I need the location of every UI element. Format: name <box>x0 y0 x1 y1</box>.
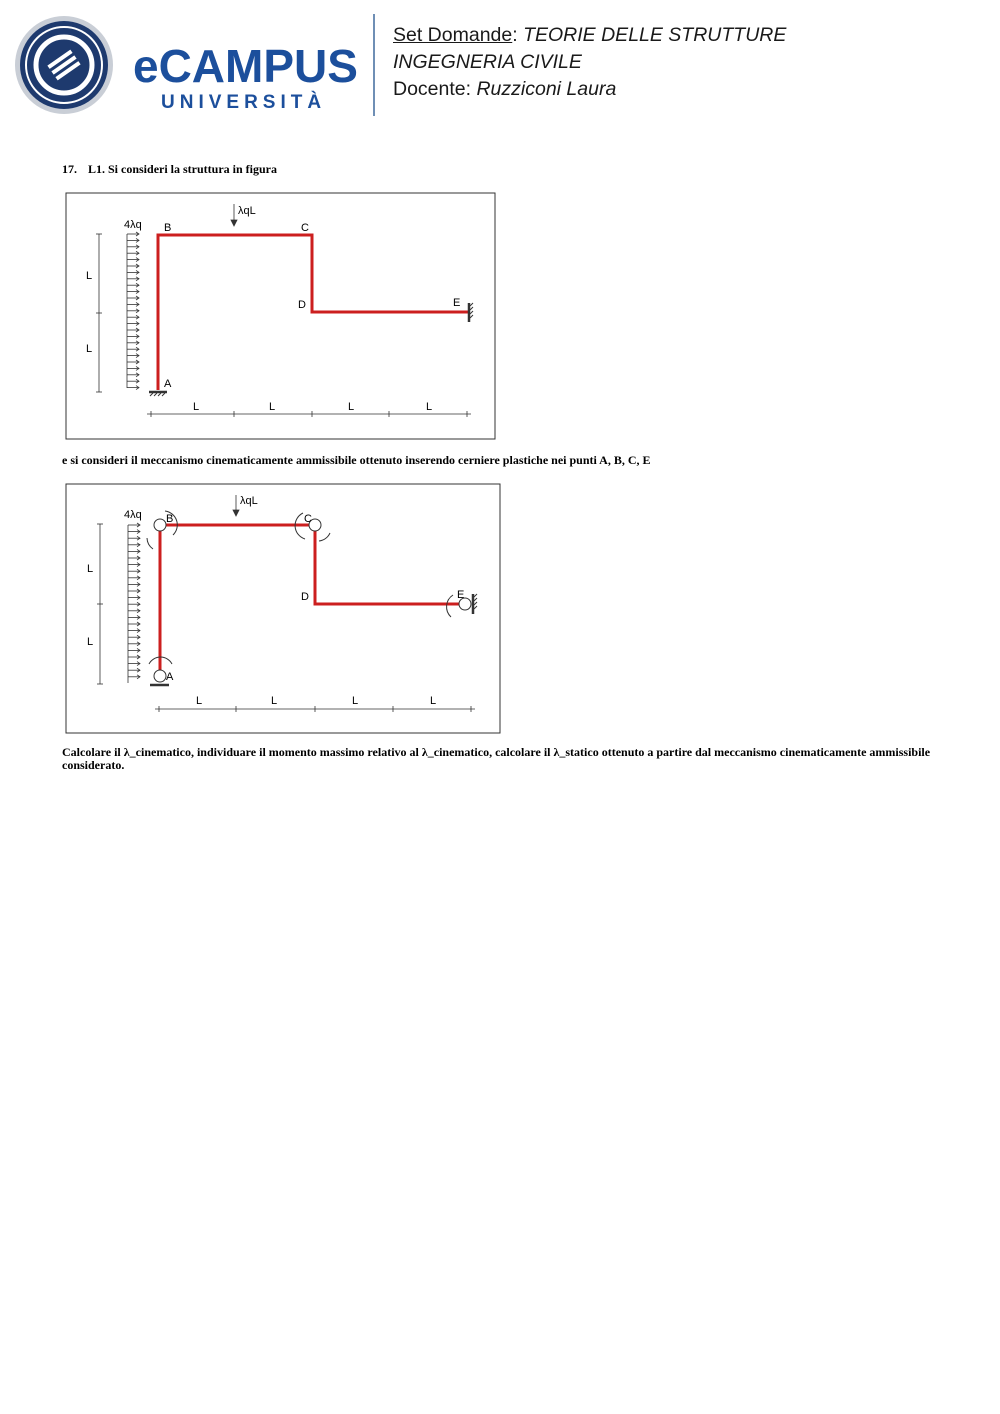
mechanism-figure <box>65 483 502 736</box>
logo-subtitle: UNIVERSITÀ <box>161 92 327 113</box>
point-load-label: λqL <box>240 495 258 507</box>
question-title-text: L1. Si consideri la struttura in figura <box>88 162 278 176</box>
structure-figure <box>65 192 497 442</box>
question-title <box>62 162 277 177</box>
node-a-label: A <box>164 378 172 390</box>
header-set-line <box>393 23 786 47</box>
dim-label-vertical-1: L <box>86 270 93 282</box>
node-d-label: D <box>298 299 306 311</box>
distributed-load-label: 4λq <box>124 509 142 521</box>
mechanism-intro: e si consideri il meccanismo cinematicamente ammissibile ottenuto inserendo cerniere plastiche nei punti A, B, C, E <box>62 453 651 467</box>
header-teacher-line <box>393 77 616 101</box>
distributed-load-label: 4λq <box>124 219 142 231</box>
logo-brand: eCAMPUS <box>133 40 358 92</box>
dim-label-horizontal-1: L <box>193 401 200 413</box>
node-e-label: E <box>453 297 461 309</box>
ecampus-logo <box>14 14 359 118</box>
teacher-name: Ruzziconi Laura <box>476 78 617 100</box>
dim-label-horizontal-3: L <box>352 695 359 707</box>
dim-label-vertical-1: L <box>87 563 94 575</box>
node-d-label: D <box>301 591 309 603</box>
dim-label-vertical-2: L <box>87 636 94 648</box>
point-load-label: λqL <box>238 205 256 217</box>
node-a-label: A <box>166 671 174 683</box>
dim-label-horizontal-2: L <box>271 695 278 707</box>
header-divider <box>373 14 375 116</box>
dim-label-horizontal-4: L <box>426 401 433 413</box>
dim-label-horizontal-4: L <box>430 695 437 707</box>
dim-label-vertical-2: L <box>86 343 93 355</box>
node-b-label: B <box>164 222 172 234</box>
course-name: INGEGNERIA CIVILE <box>393 51 582 73</box>
node-e-label: E <box>457 589 465 601</box>
set-label: Set Domande <box>393 24 513 46</box>
set-value: TEORIE DELLE STRUTTURE <box>523 24 787 46</box>
task-statement: Calcolare il λ_cinematico, individuare il momento massimo relativo al λ_cinematico, calcolare il λ_statico ottenuto a partire dal meccanismo cinematicamente ammissibile considerato. <box>62 745 931 772</box>
dim-label-horizontal-1: L <box>196 695 203 707</box>
plastic-hinge-a <box>154 670 166 682</box>
question-number: 17. <box>62 162 77 176</box>
teacher-label: Docente: <box>393 78 477 100</box>
plastic-hinge-b <box>154 519 166 531</box>
node-b-label: B <box>166 513 174 525</box>
node-c-label: C <box>301 222 309 234</box>
node-c-label: C <box>304 513 312 525</box>
header-course-line <box>393 50 582 74</box>
dim-label-horizontal-3: L <box>348 401 355 413</box>
dim-label-horizontal-2: L <box>269 401 276 413</box>
set-sep: : <box>512 24 524 46</box>
